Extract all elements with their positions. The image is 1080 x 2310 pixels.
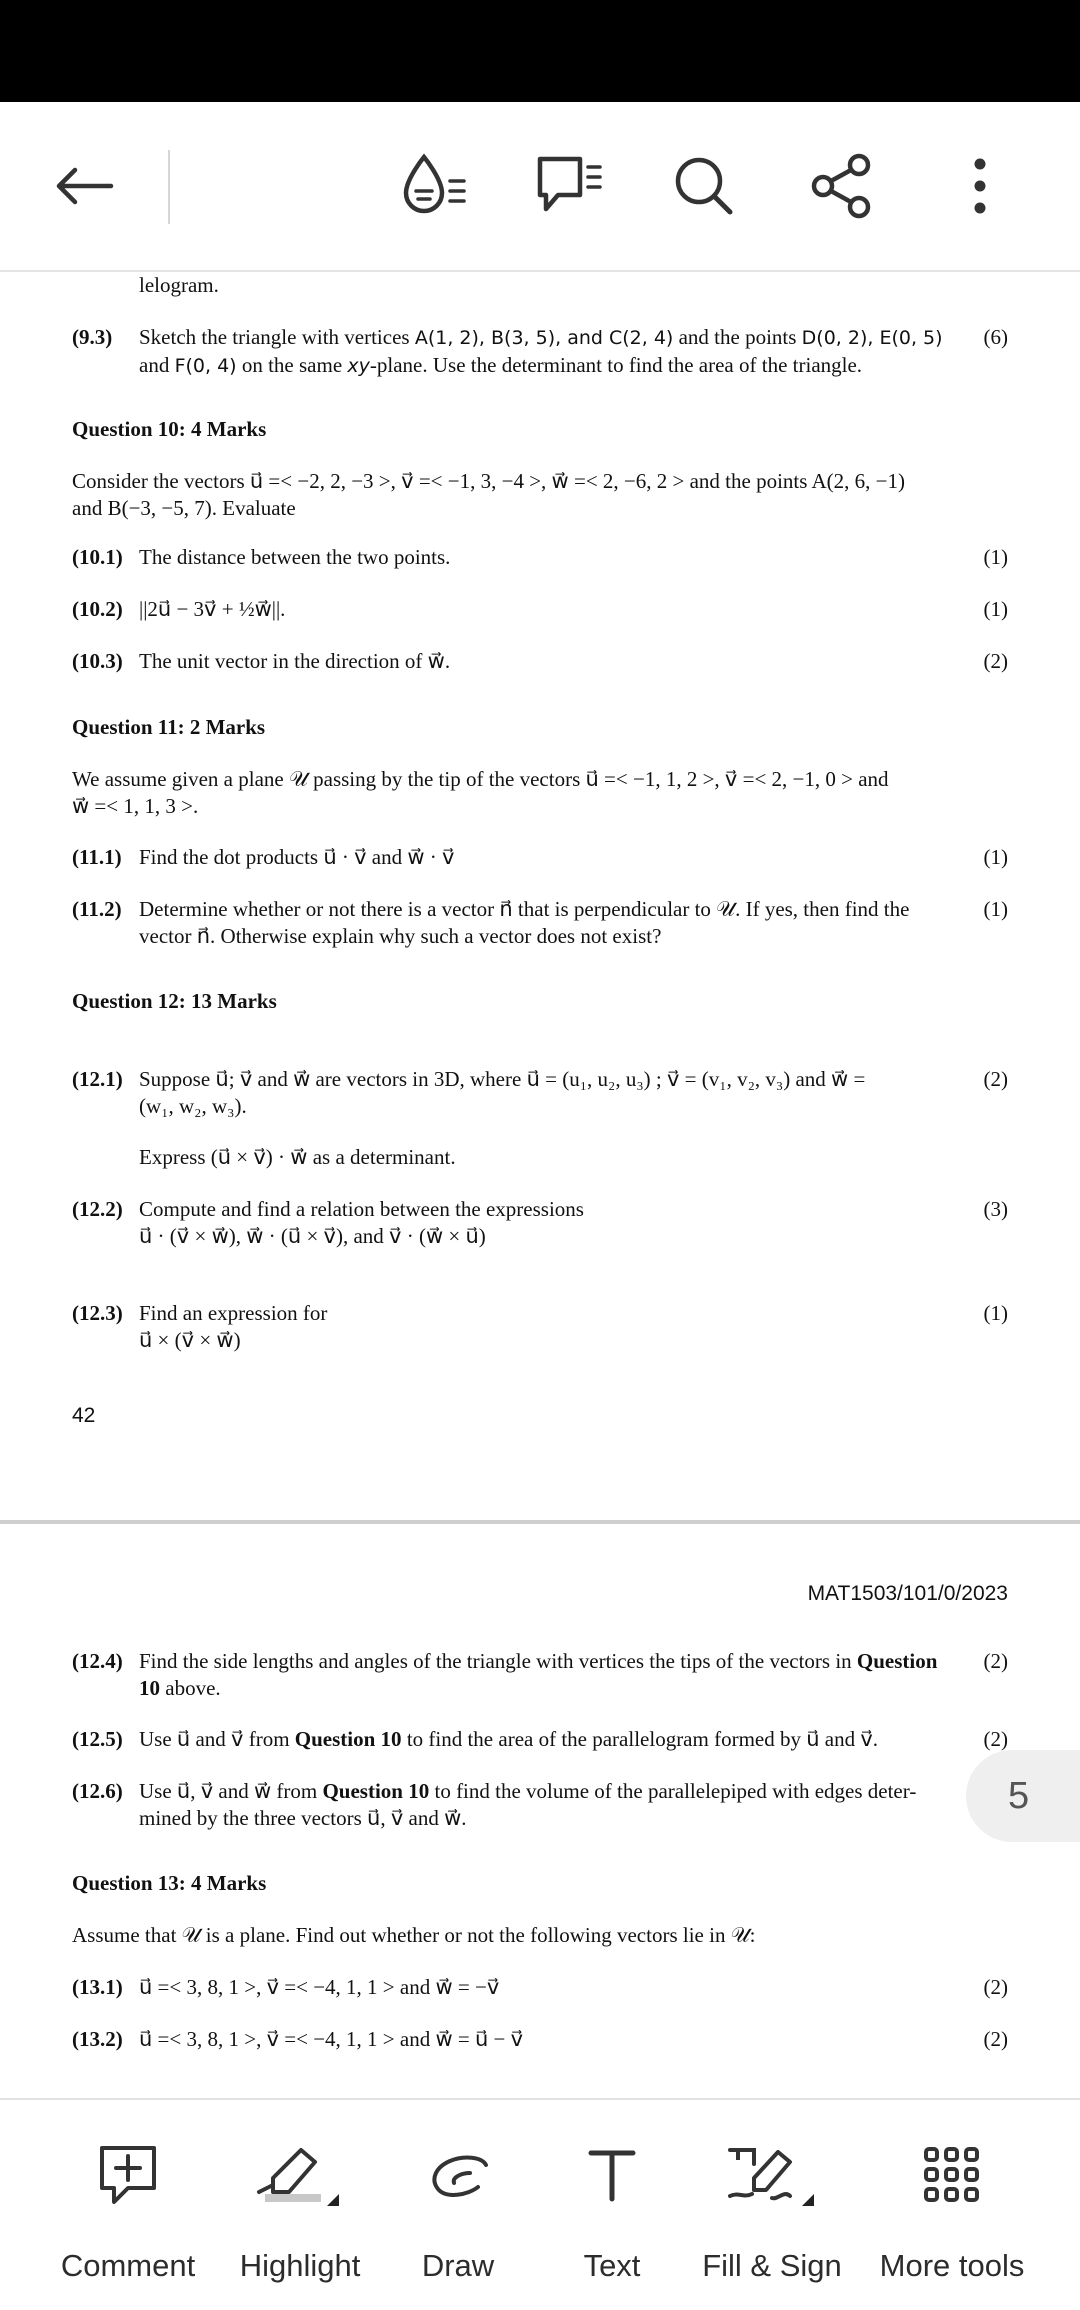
comment-add-icon — [98, 2144, 158, 2206]
question-text: Express (u⃗ × v⃗) · w⃗ as a determinant. — [139, 1145, 456, 1169]
question-number: (12.2) — [72, 1197, 123, 1221]
question-marks: (1) — [983, 1301, 1008, 1325]
text-tool[interactable] — [522, 2130, 702, 2300]
question-number: (13.2) — [72, 2027, 123, 2051]
search-icon — [672, 154, 736, 218]
tool-label: Comment — [60, 2248, 196, 2283]
tool-label: Highlight — [239, 2248, 361, 2283]
tool-label: Fill & Sign — [702, 2248, 842, 2283]
question-number: (12.4) — [72, 1649, 123, 1673]
tool-label: More tools — [879, 2248, 1025, 2283]
question-marks: (6) — [983, 325, 1008, 349]
question-number: (12.3) — [72, 1301, 123, 1325]
question-heading: Question 10: 4 Marks — [72, 417, 267, 441]
search-button[interactable] — [656, 134, 752, 238]
question-heading: Question 13: 4 Marks — [72, 1871, 267, 1895]
highlighter-icon — [255, 2142, 345, 2208]
more-vertical-icon — [970, 156, 990, 216]
question-number: (9.3) — [72, 325, 113, 349]
question-text: Use u⃗, v⃗ and w⃗ from Question 10 to find the volume of the parallelepiped with edges deter- mined by the three vectors u⃗, v⃗ and w⃗. — [139, 1779, 917, 1830]
question-number: (12.5) — [72, 1727, 123, 1751]
page-number: 42 — [72, 1404, 96, 1427]
comment-tool[interactable] — [38, 2130, 218, 2300]
document-page-43 — [0, 1524, 1080, 2094]
question-intro: Assume that 𝒰 is a plane. Find out whether or not the following vectors lie in 𝒰: — [72, 1923, 756, 1947]
draw-scribble-icon — [426, 2151, 490, 2199]
question-number: (10.1) — [72, 545, 123, 569]
back-button[interactable] — [36, 134, 132, 238]
question-heading: Question 12: 13 Marks — [72, 989, 277, 1013]
more-tools[interactable] — [862, 2130, 1042, 2300]
question-number: (12.6) — [72, 1779, 123, 1803]
question-number: (12.1) — [72, 1067, 123, 1091]
question-marks: (2) — [983, 1649, 1008, 1673]
share-button[interactable] — [794, 134, 890, 238]
question-text: Use u⃗ and v⃗ from Question 10 to find the area of the parallelogram formed by u⃗ and v⃗. — [139, 1727, 879, 1751]
question-marks: (3) — [983, 1197, 1008, 1221]
question-intro: Consider the vectors u⃗ =< −2, 2, −3 >, v⃗ =< −1, 3, −4 >, w⃗ =< 2, −6, 2 > and the points A(2, 6, −1) and B(−3, −5, 7). Evaluate — [72, 469, 905, 520]
question-text: The distance between the two points. — [139, 545, 451, 569]
toolbar-divider — [168, 150, 170, 224]
text-tool-icon — [587, 2147, 637, 2203]
question-heading: Question 11: 2 Marks — [72, 715, 266, 739]
question-number: (10.2) — [72, 597, 123, 621]
back-arrow-icon — [53, 166, 115, 206]
question-text: Suppose u⃗; v⃗ and w⃗ are vectors in 3D, where u⃗ = (u₁, u₂, u₃) ; v⃗ = (v₁, v₂, v₃) and w⃗ = (w₁, w₂, w₃). — [139, 1067, 866, 1118]
current-page-badge[interactable]: 5 — [966, 1750, 1080, 1842]
question-marks: (1) — [983, 545, 1008, 569]
top-toolbar — [0, 102, 1080, 272]
document-page-42 — [0, 272, 1080, 1522]
question-text: Determine whether or not there is a vector n⃗ that is perpendicular to 𝒰. If yes, then find the vector n⃗. Otherwise explain why such a vector does not exist? — [139, 897, 910, 948]
question-number: (10.3) — [72, 649, 123, 673]
ink-drop-list-icon — [398, 151, 470, 221]
question-text: ||2u⃗ − 3v⃗ + ½w⃗||. — [139, 597, 286, 621]
question-marks: (1) — [983, 597, 1008, 621]
question-intro: We assume given a plane 𝒰 passing by the tip of the vectors u⃗ =< −1, 1, 2 >, v⃗ =< 2, −1, 0 > and w⃗ =< 1, 1, 3 >. — [72, 767, 889, 818]
ink-drop-list-button[interactable] — [386, 134, 482, 238]
question-text: Find the dot products u⃗ · v⃗ and w⃗ · v⃗ — [139, 845, 455, 869]
share-icon — [809, 153, 875, 219]
question-number: (11.1) — [72, 845, 122, 869]
question-marks: (2) — [983, 2027, 1008, 2051]
highlight-tool[interactable] — [210, 2130, 390, 2300]
question-marks: (2) — [983, 1067, 1008, 1091]
tool-label: Text — [583, 2248, 641, 2283]
draw-tool[interactable] — [368, 2130, 548, 2300]
page-header: MAT1503/101/0/2023 — [807, 1582, 1008, 1605]
question-text: u⃗ =< 3, 8, 1 >, v⃗ =< −4, 1, 1 > and w⃗ = u⃗ − v⃗ — [139, 2027, 524, 2051]
question-text: Sketch the triangle with vertices A(1, 2), B(3, 5), and C(2, 4) and the points D(0, 2), E(0, 5) and F(0, 4) on the same xy-plane. Use the determinant to find the area of the triangle. — [139, 325, 943, 377]
question-number: (13.1) — [72, 1975, 123, 1999]
question-marks: (2) — [983, 1975, 1008, 1999]
comment-list-button[interactable] — [522, 134, 618, 238]
grid-dots-icon — [922, 2145, 982, 2205]
fill-sign-tool[interactable] — [682, 2130, 862, 2300]
question-text: The unit vector in the direction of w⃗. — [139, 649, 451, 673]
previous-text-fragment: lelogram. — [139, 273, 219, 297]
question-marks: (2) — [983, 649, 1008, 673]
comment-list-icon — [534, 151, 606, 221]
fill-sign-icon — [724, 2142, 820, 2208]
bottom-toolbar — [0, 2100, 1080, 2310]
question-text: Find the side lengths and angles of the triangle with vertices the tips of the vectors in Question 10 above. — [139, 1649, 938, 1700]
status-bar — [0, 0, 1080, 102]
question-text: Compute and find a relation between the expressions u⃗ · (v⃗ × w⃗), w⃗ · (u⃗ × v⃗), and v⃗ · (w⃗ × u⃗) — [139, 1197, 584, 1248]
question-text: Find an expression for u⃗ × (v⃗ × w⃗) — [139, 1301, 328, 1352]
question-marks: (1) — [983, 845, 1008, 869]
more-options-button[interactable] — [932, 134, 1028, 238]
tool-label: Draw — [421, 2248, 495, 2283]
question-marks: (2) — [983, 1727, 1008, 1751]
question-text: u⃗ =< 3, 8, 1 >, v⃗ =< −4, 1, 1 > and w⃗ = −v⃗ — [139, 1975, 500, 1999]
question-marks: (1) — [983, 897, 1008, 921]
question-number: (11.2) — [72, 897, 122, 921]
